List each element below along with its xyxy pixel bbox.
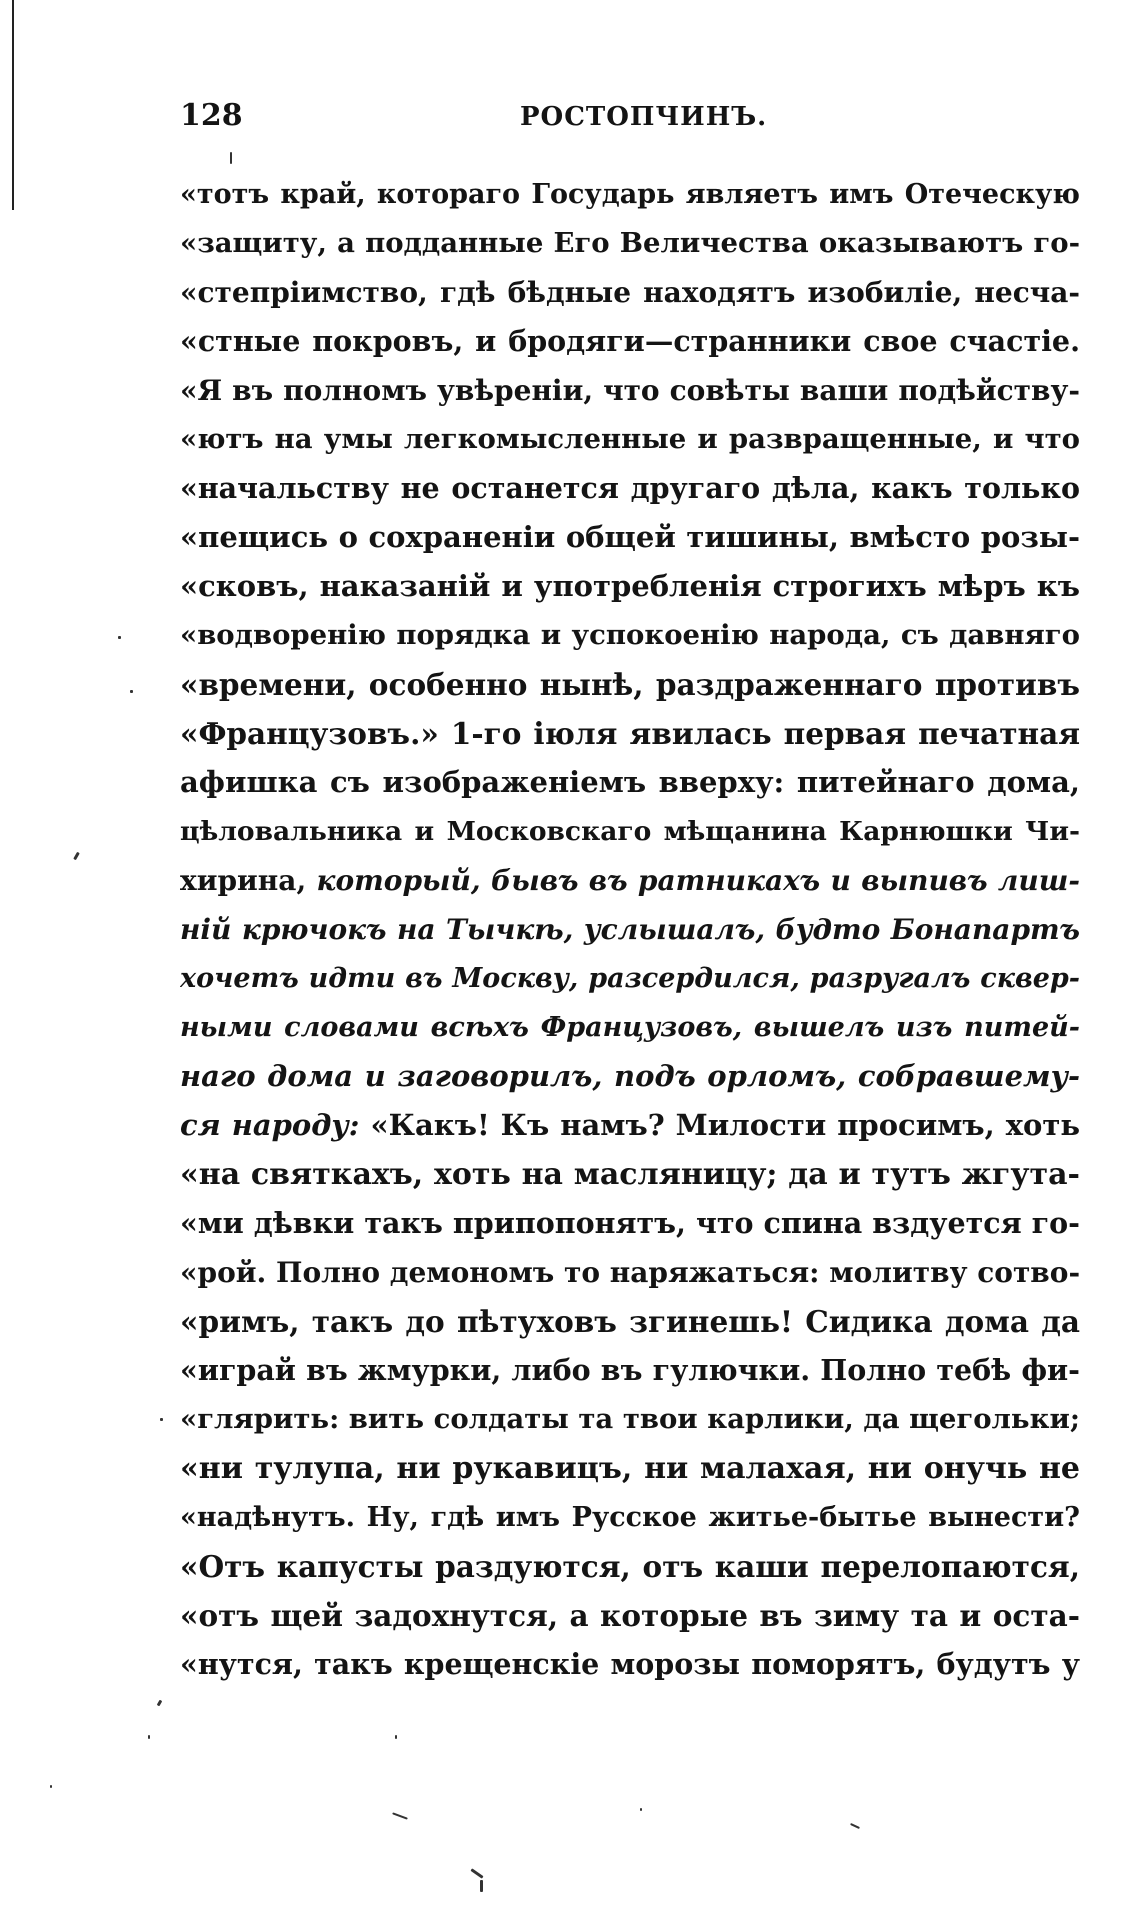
text-line [180,1101,1080,1150]
text-line [180,905,1080,954]
text-line [180,954,1080,1003]
text-line [180,1640,1080,1689]
text-line [180,1199,1080,1248]
page-number: 128 [180,98,243,133]
text-line [180,1444,1080,1493]
text-segment: «играй въ жмурки, либо въ гулючки. Полно тебѣ фи- [180,1353,1080,1387]
text-segment: «защиту, а подданные Его Величества оказываютъ го- [180,227,1080,259]
text-segment: «сковъ, наказаній и употребленія строгихъ мѣръ къ [180,569,1080,603]
text-segment: «глярить: вить солдаты та твои карлики, да щегольки; [180,1403,1080,1435]
text-line [180,464,1080,513]
text-line [180,366,1080,415]
italic-text-segment: ся народу: [180,1108,371,1142]
scan-speck [850,1823,860,1829]
text-line [180,268,1080,317]
text-segment: «надѣнутъ. Ну, гдѣ имъ Русское житье-бытье вынести? [180,1502,1080,1533]
italic-text-segment: ній крючокъ на Тычкѣ, услышалъ, будто Бонапартъ [180,913,1080,946]
text-line [180,1395,1080,1444]
text-segment: «стные покровъ, и бродяги—странники свое счастіе. [180,324,1080,358]
page-header [180,98,1080,138]
text-line [180,856,1080,905]
text-line [180,415,1080,464]
text-segment: «нутся, такъ крещенскіе морозы поморятъ, будутъ у [180,1647,1080,1681]
text-line [180,1052,1080,1101]
scan-speck [480,1880,483,1892]
scan-speck [118,636,121,639]
text-segment: «степріимство, гдѣ бѣдные находятъ изобиліе, несча- [180,276,1080,309]
text-line [180,1542,1080,1591]
text-line [180,709,1080,758]
italic-text-segment: который, бывъ въ ратникахъ и выпивъ лиш- [316,864,1080,897]
text-segment: «на святкахъ, хоть на масляницу; да и тутъ жгута- [180,1157,1080,1192]
text-segment: «времени, особенно нынѣ, раздраженнаго противъ [180,667,1080,702]
text-segment: «Отъ капусты раздуются, отъ каши перелопаются, [180,1549,1080,1584]
scan-speck [148,1735,150,1739]
text-line [180,1493,1080,1542]
text-segment: «рой. Полно демономъ то наряжаться: молитву сотво- [180,1256,1080,1289]
text-segment: «римъ, такъ до пѣтуховъ згинешь! Сидика дома да [180,1304,1080,1339]
text-line [180,611,1080,660]
text-segment: «ни тулупа, ни рукавицъ, ни малахая, ни онучь не [180,1451,1080,1486]
text-segment: «начальству не останется другаго дѣла, какъ только [180,471,1080,505]
scan-speck [395,1735,397,1739]
text-segment: хирина, [180,864,317,897]
text-segment: «Какъ! Къ намъ? Милости просимъ, хоть [370,1108,1080,1142]
page-edge-line [12,0,14,210]
text-segment: «водворенію порядка и успокоенію народа, съ давняго [180,619,1080,651]
text-line [180,219,1080,268]
text-line [180,1591,1080,1640]
text-line [180,758,1080,807]
text-line [180,1297,1080,1346]
scan-speck [392,1812,408,1819]
italic-text-segment: наго дома и заговорилъ, подъ орломъ, собравшему- [180,1059,1080,1093]
text-line [180,562,1080,611]
text-segment: «отъ щей задохнутся, а которые въ зиму та и оста- [180,1598,1080,1633]
text-line [180,1150,1080,1199]
scan-speck [157,1700,163,1707]
italic-text-segment: ными словами всѣхъ Французовъ, вышелъ изъ питей- [180,1012,1080,1043]
scan-speck [230,152,232,164]
scan-speck [50,1785,52,1788]
text-line [180,1003,1080,1052]
text-line [180,317,1080,366]
text-segment: цѣловальника и Московскаго мѣщанина Карнюшки Чи- [180,816,1080,847]
text-line [180,1248,1080,1297]
scan-speck [640,1808,642,1811]
text-segment: «Я въ полномъ увѣреніи, что совѣты ваши подѣйству- [180,374,1080,407]
text-line [180,1346,1080,1395]
text-segment: «пещись о сохраненіи общей тишины, вмѣсто розы- [180,520,1080,554]
text-line [180,660,1080,709]
text-line [180,807,1080,856]
text-segment: афишка съ изображеніемъ вверху: питейнаго дома, [180,765,1080,799]
running-title: РОСТОПЧИНЪ. [520,102,768,132]
text-segment: «ютъ на умы легкомысленные и развращенные, и что [180,423,1080,455]
text-line [180,513,1080,562]
italic-text-segment: хочетъ идти въ Москву, разсердился, разругалъ сквер- [180,963,1080,994]
text-segment: «ми дѣвки такъ припопонятъ, что спина вздуется го- [180,1206,1080,1240]
scan-speck [130,690,133,693]
text-segment: «тотъ край, котораго Государь являетъ имъ Отеческую [180,179,1080,210]
text-segment: «Французовъ.» 1-го іюля явилась первая печатная [180,716,1080,751]
scan-speck [470,1868,483,1878]
scan-speck [73,852,80,860]
scan-speck [160,1418,163,1421]
body-text [180,170,1080,1689]
text-line [180,170,1080,219]
